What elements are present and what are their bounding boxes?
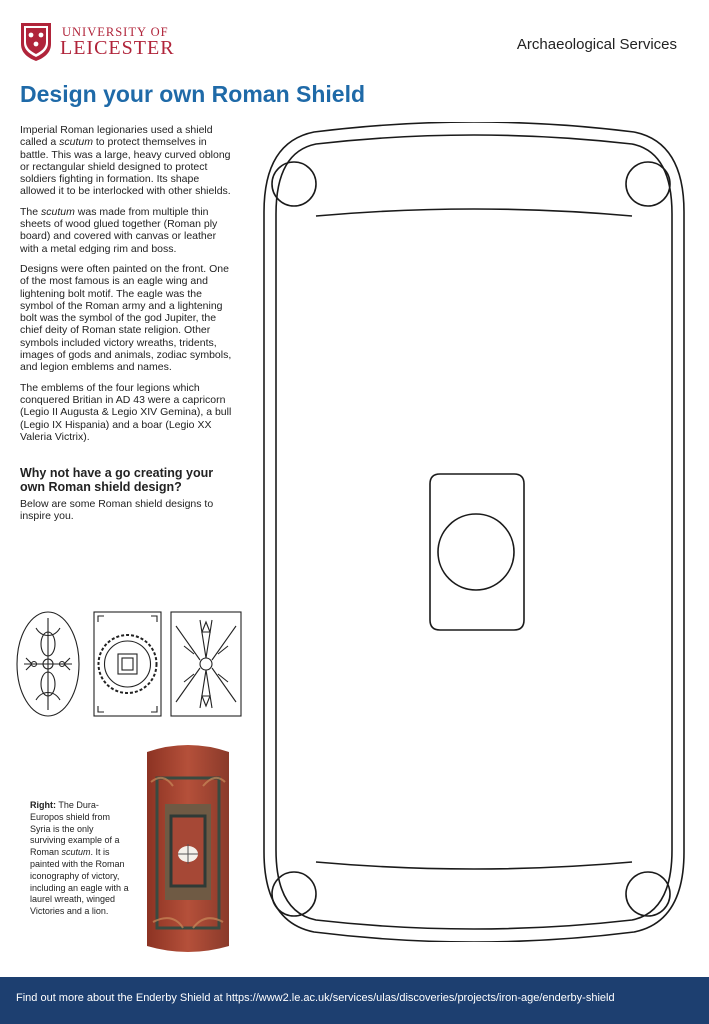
dura-caption xyxy=(30,800,130,918)
example-shield-designs xyxy=(14,610,244,720)
intro-paragraph-2 xyxy=(20,206,232,255)
eagle-thunderbolt-design xyxy=(17,612,79,716)
intro-paragraph-1 xyxy=(20,124,232,198)
blank-shield-outline xyxy=(254,122,694,942)
department-name: Archaeological Services xyxy=(516,36,677,53)
footer-bar xyxy=(0,977,709,1024)
intro-emphasis: scutum xyxy=(41,205,75,218)
logo-line-1: UNIVERSITY OF xyxy=(62,25,169,39)
dura-caption-lead: Right: xyxy=(30,800,56,810)
page-title: Design your own Roman Shield xyxy=(20,81,366,107)
intro-paragraph-4: The emblems of the four legions which conquered Britian in AD 43 were a capricorn (Legio II Augusta & Legio XIV Gemina), a bull (Legio IX Hispania) and a boar (Legio XX Valeria Victrix). xyxy=(20,381,232,443)
intro-text: was made from multiple thin sheets of wood glued together (Roman ply board) and covered with canvas or leather with a metal edging rim and boss. xyxy=(20,205,218,255)
dura-caption-text: . It is painted with the Roman iconography of victory, including an eagle with a laurel wreath, winged Victories and a lion. xyxy=(30,847,129,917)
footer-link-text[interactable]: Find out more about the Enderby Shield at https://www2.le.ac.uk/services/ulas/discoveries/projects/iron-age/enderby-shield xyxy=(16,992,615,1004)
winged-thunderbolt-design xyxy=(171,612,241,716)
intro-text: The xyxy=(20,205,42,218)
intro-paragraph-3: Designs were often painted on the front. One of the most famous is an eagle wing and lightening bolt motif. The eagle was the symbol of the Roman army and a lightening bolt was the symbol of the god Jupiter, the chief deity of Roman state religion. Other symbols included victory wreaths, tridents, images of gods and animals, zodiac symbols, and legion emblems and names. xyxy=(20,262,232,374)
intro-column xyxy=(20,124,232,531)
dura-europos-shield-photo xyxy=(143,742,233,956)
dura-caption-text: The Dura-Europos shield from Syria is the only surviving example of a Roman xyxy=(30,800,120,858)
intro-text: Imperial Roman legionaries used a shield called a xyxy=(20,124,213,149)
university-logo[interactable] xyxy=(20,22,190,64)
cta-heading: Why not have a go creating your own Roman shield design? xyxy=(20,466,214,494)
university-crest-icon xyxy=(20,22,52,62)
dura-caption-emphasis: scutum xyxy=(61,847,91,858)
cta-text: Below are some Roman shield designs to inspire you. xyxy=(20,498,214,523)
wreath-design xyxy=(94,612,161,716)
intro-emphasis: scutum xyxy=(59,136,93,149)
intro-text: to protect themselves in battle. This was a large, heavy curved oblong or rectangular shield designed to protect soldiers fighting in formation. Its shape allowed it to be interlocked with other shields. xyxy=(20,136,231,198)
logo-line-2: LEICESTER xyxy=(60,37,175,59)
